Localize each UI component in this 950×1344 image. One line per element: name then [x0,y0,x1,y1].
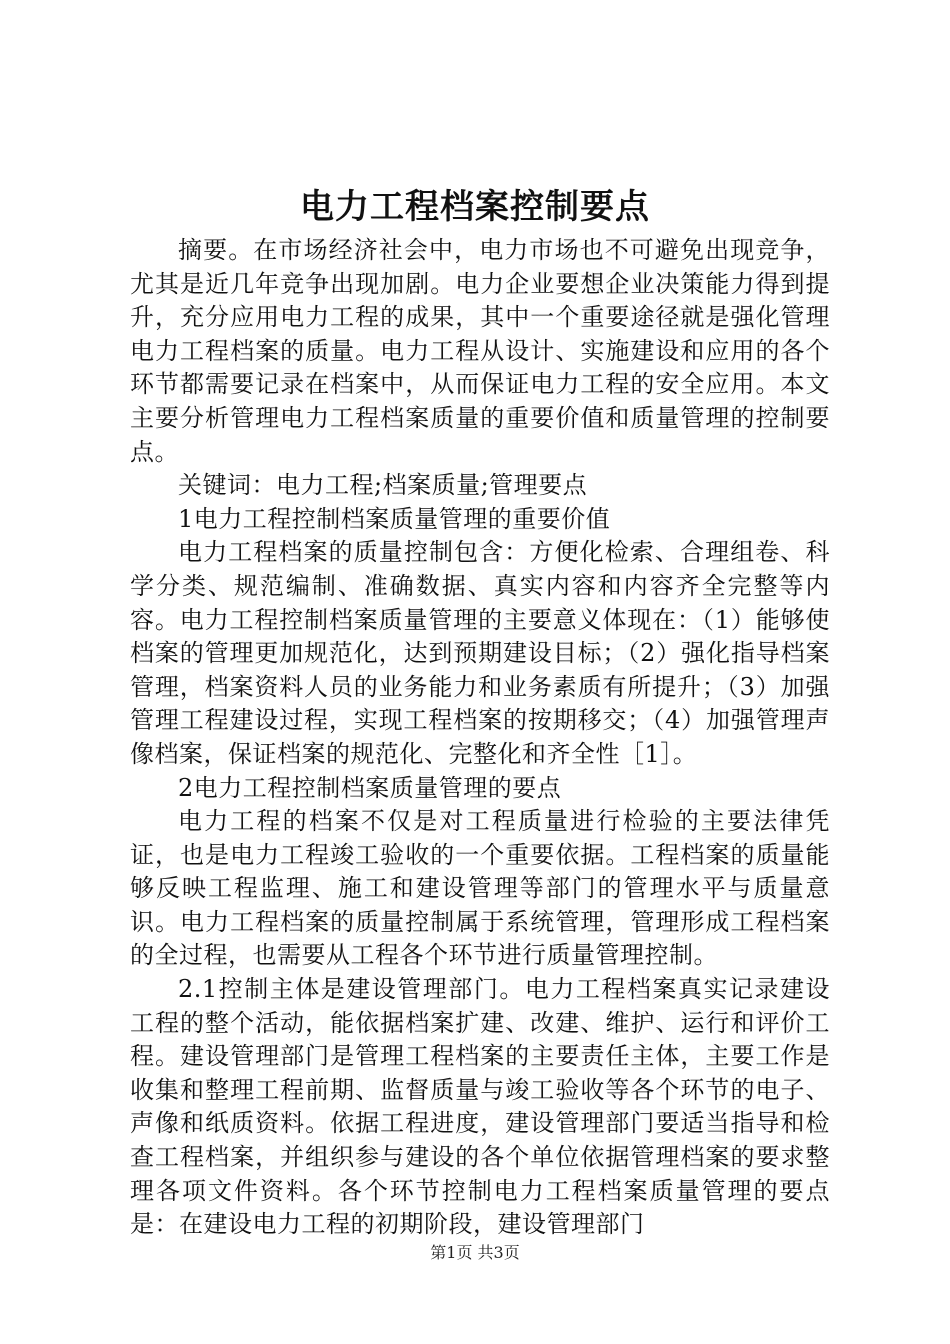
page-number-footer: 第1页 共3页 [430,1243,520,1262]
section-heading-1: 1电力工程控制档案质量管理的重要价值 [178,504,611,533]
keywords-line: 关键词：电力工程;档案质量;管理要点 [178,471,588,500]
page-title: 电力工程档案控制要点 [300,187,650,227]
abstract-paragraph: 摘要。在市场经济社会中，电力市场也不可避免出现竞争，尤其是近几年竞争出现加剧。电力企业要想企业决策能力得到提升，充分应用电力工程的成果，其中一个重要途径就是强化管理电力工程档案的质量。电力工程从设计、实施建设和应用的各个环节都需要记录在档案中，从而保证电力工程的安全应用。本文主要分析管理电力工程档案质量的重要价值和质量管理的控制要点。 [130,236,830,466]
body-paragraph: 电力工程的档案不仅是对工程质量进行检验的主要法律凭证，也是电力工程竣工验收的一个重要依据。工程档案的质量能够反映工程监理、施工和建设管理等部门的管理水平与质量意识。电力工程档案的质量控制属于系统管理，管理形成工程档案的全过程，也需要从工程各个环节进行质量管理控制。 [130,807,830,970]
section-heading-2: 2电力工程控制档案质量管理的要点 [178,773,562,802]
subsection-paragraph-2-1: 2.1控制主体是建设管理部门。电力工程档案真实记录建设工程的整个活动，能依据档案扩建、改建、维护、运行和评价工程。建设管理部门是管理工程档案的主要责任主体，主要工作是收集和整理工程前期、监督质量与竣工验收等各个环节的电子、声像和纸质资料。依据工程进度，建设管理部门要适当指导和检查工程档案，并组织参与建设的各个单位依据管理档案的要求整理各项文件资料。各个环节控制电力工程档案质量管理的要点是：在建设电力工程的初期阶段，建设管理部门 [130,975,830,1239]
body-paragraph: 电力工程档案的质量控制包含：方便化检索、合理组卷、科学分类、规范编制、准确数据、真实内容和内容齐全完整等内容。电力工程控制档案质量管理的主要意义体现在：（1）能够使档案的管理更加规范化，达到预期建设目标；（2）强化指导档案管理，档案资料人员的业务能力和业务素质有所提升；（3）加强管理工程建设过程，实现工程档案的按期移交；（4）加强管理声像档案，保证档案的规范化、完整化和齐全性［1］。 [130,538,830,768]
document-body [130,234,830,1242]
